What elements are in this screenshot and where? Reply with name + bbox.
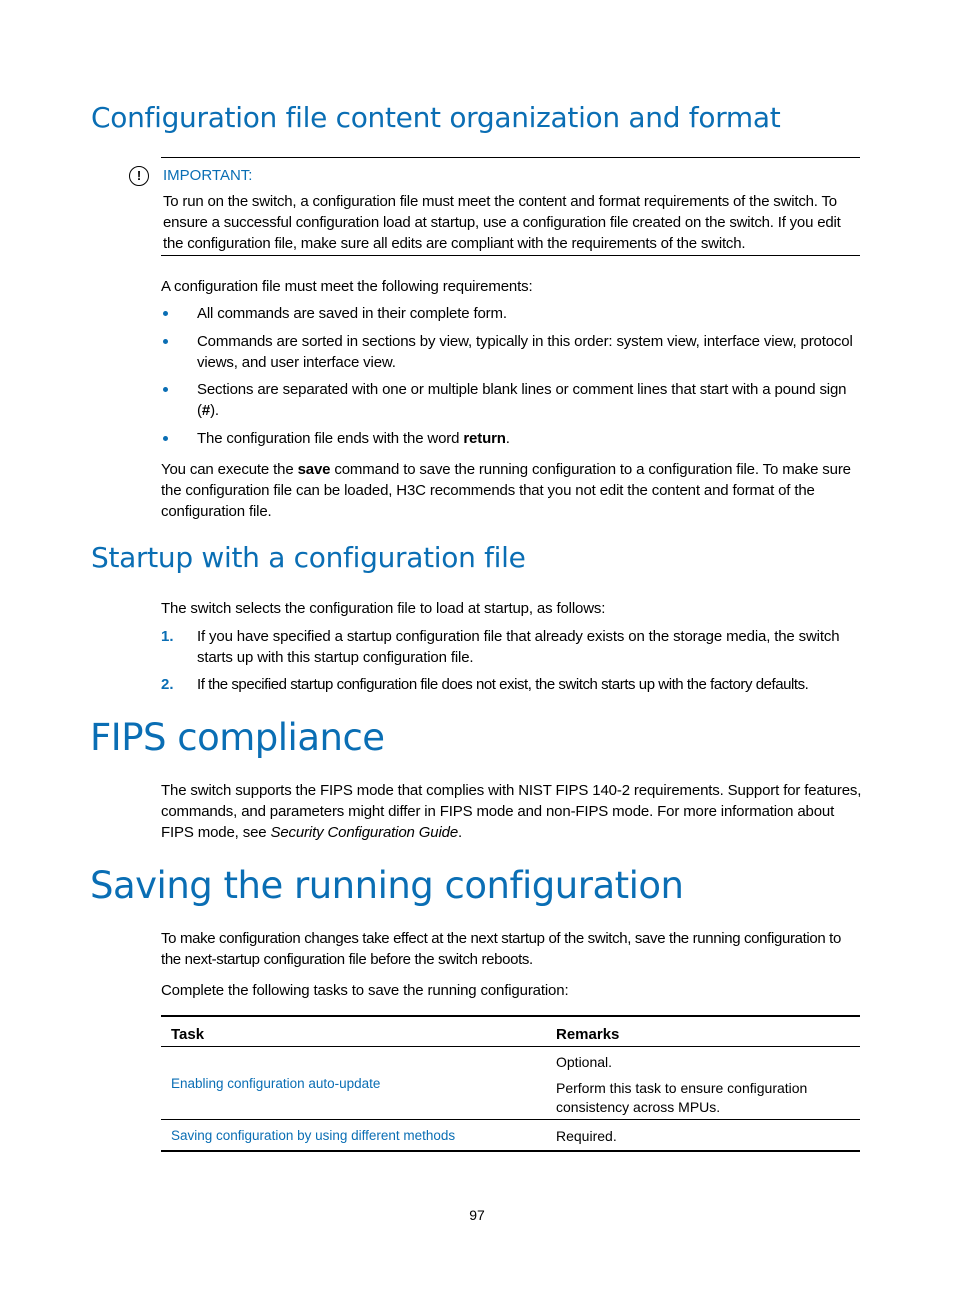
table-row-rule [161, 1119, 860, 1120]
heading-startup: Startup with a configuration file [91, 541, 526, 574]
heading-saving: Saving the running configuration [90, 864, 684, 907]
tasks-intro: Complete the following tasks to save the running configuration: [161, 982, 569, 999]
bullet-icon [163, 311, 168, 316]
save-command-paragraph: You can execute the save command to save the running configuration to a configuration file. To make sure the configuration file can be loaded, H3C recommends that you not edit the content and format of the configuration file. [161, 461, 851, 520]
bullet-icon [163, 339, 168, 344]
important-top-rule [161, 157, 860, 158]
fips-paragraph: The switch supports the FIPS mode that complies with NIST FIPS 140-2 requirements. Support for features, commands, and parameters might differ in FIPS mode and non-FIPS mode. For more information about FIPS mode, see Security Configuration Guide. [161, 782, 862, 841]
requirements-intro: A configuration file must meet the following requirements: [161, 278, 533, 295]
bullet-icon [163, 436, 168, 441]
table-header-task: Task [171, 1026, 205, 1043]
requirement-item: Commands are sorted in sections by view, typically in this order: system view, interface view, protocol views, and user interface view. [197, 333, 853, 371]
important-text: To run on the switch, a configuration file must meet the content and format requirements of the switch. To ensure a successful configuration load at startup, use a configuration file created on the switch. If you edit the configuration file, make sure all edits are compliant with the requirements of the switch. [163, 193, 841, 252]
table-top-rule [161, 1015, 860, 1017]
requirement-item: All commands are saved in their complete form. [197, 305, 507, 322]
important-bottom-rule [161, 255, 860, 256]
bullet-icon [163, 387, 168, 392]
step-text: If the specified startup configuration file does not exist, the switch starts up with the factory defaults. [197, 676, 809, 693]
table-bottom-rule [161, 1150, 860, 1152]
requirement-item: Sections are separated with one or multiple blank lines or comment lines that start with a pound sign (#). [197, 381, 847, 419]
startup-intro: The switch selects the configuration file to load at startup, as follows: [161, 600, 606, 617]
important-label: IMPORTANT: [163, 167, 253, 184]
heading-config-file-format: Configuration file content organization and format [91, 101, 781, 134]
heading-fips: FIPS compliance [90, 716, 385, 759]
exclamation-circle-icon: ! [129, 166, 149, 186]
table-header-rule [161, 1046, 860, 1047]
page-number: 97 [469, 1207, 485, 1223]
step-number: 1. [161, 628, 174, 645]
step-number: 2. [161, 676, 174, 693]
link-enabling-auto-update[interactable]: Enabling configuration auto-update [171, 1076, 381, 1091]
link-saving-methods[interactable]: Saving configuration by using different methods [171, 1128, 456, 1143]
remarks-cell: Required. [556, 1128, 617, 1144]
step-text: If you have specified a startup configuration file that already exists on the storage media, the switch starts up with this startup configuration file. [197, 628, 840, 666]
remarks-cell: Optional. [556, 1054, 613, 1070]
saving-paragraph: To make configuration changes take effect at the next startup of the switch, save the running configuration to the next-startup configuration file before the switch reboots. [161, 930, 841, 968]
requirement-item: The configuration file ends with the word return. [197, 430, 510, 447]
remarks-cell: Perform this task to ensure configuration consistency across MPUs. [556, 1080, 808, 1115]
table-header-remarks: Remarks [556, 1026, 620, 1043]
